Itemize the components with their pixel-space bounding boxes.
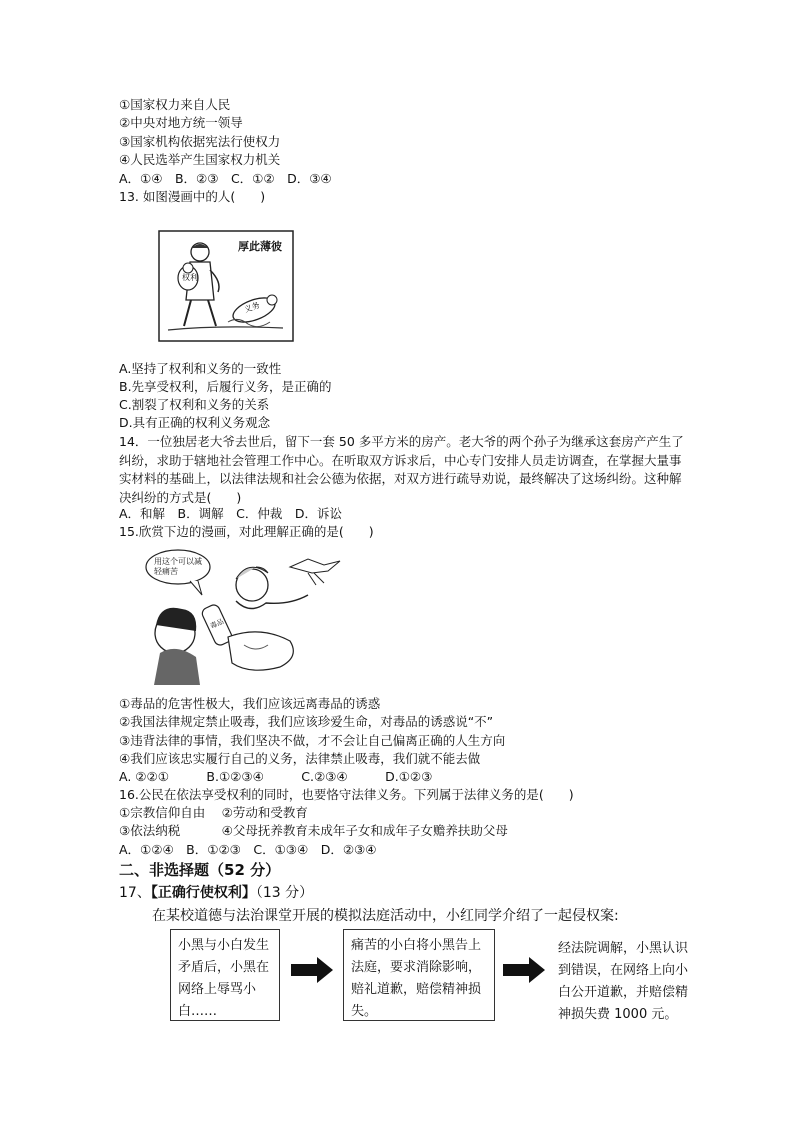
q16-line-2: ③依法纳税 ④父母抚养教育未成年子女和成年子女赡养扶助父母: [119, 823, 508, 838]
q17-number: 17、: [119, 885, 151, 901]
section-2-title: 二、非选择题（52 分）: [119, 861, 281, 879]
right-arrow-icon: [503, 957, 545, 983]
q15-stem: 15.欣赏下边的漫画，对此理解正确的是( ): [119, 524, 374, 539]
q17-heading: [119, 882, 313, 902]
q15-cartoon-bubble: 用这个可以减轻痛苦: [154, 557, 202, 576]
q15-cartoon: [140, 545, 345, 690]
q15-cartoon-drug-label: 毒品: [208, 617, 226, 631]
q17-intro: 在某校道德与法治课堂开展的模拟法庭活动中，小红同学介绍了一起侵权案:: [152, 908, 619, 924]
q13-option-c: C.割裂了权利和义务的关系: [119, 397, 270, 412]
q12-answers: A．①④ B．②③ C．①② D．③④: [119, 171, 332, 186]
q12-option-3: ③国家机构依据宪法行使权力: [119, 134, 281, 149]
q17-case-box-3: 经法院调解，小黑认识到错误，在网络上向小白公开道歉，并赔偿精神损失费 1000 元。: [551, 933, 696, 1025]
q15-option-3: ③违背法律的事情，我们坚决不做，才不会让自己偏离正确的人生方向: [119, 733, 506, 748]
q13-cartoon: [158, 230, 294, 342]
q15-answers: A. ②②① B.①②③④ C.②③④ D.①②③: [119, 769, 433, 784]
q12-option-4: ④人民选举产生国家权力机关: [119, 152, 281, 167]
q17-score: （13 分）: [255, 885, 314, 901]
q15-option-1: ①毒品的危害性极大，我们应该远离毒品的诱惑: [119, 696, 381, 711]
q16-stem: 16.公民在依法享受权利的同时，也要恪守法律义务。下列属于法律义务的是( ): [119, 787, 574, 802]
q15-option-2: ②我国法律规定禁止吸毒，我们应该珍爱生命，对毒品的诱惑说“不”: [119, 714, 494, 729]
q17-case-box-1: 小黑与小白发生矛盾后，小黑在网络上辱骂小白……: [170, 929, 280, 1021]
q13-option-b: B.先享受权利，后履行义务，是正确的: [119, 379, 332, 394]
q13-option-d: D.具有正确的权利义务观念: [119, 415, 271, 430]
q12-option-2: ②中央对地方统一领导: [119, 115, 243, 130]
q17-title: 【正确行使权利】: [150, 885, 256, 901]
q12-option-1: ①国家权力来自人民: [119, 97, 231, 112]
q14-answers: A．和解 B．调解 C．仲裁 D．诉讼: [119, 506, 342, 521]
q13-option-a: A.坚持了权利和义务的一致性: [119, 361, 282, 376]
q15-option-4: ④我们应该忠实履行自己的义务，法律禁止吸毒，我们就不能去做: [119, 751, 481, 766]
q13-stem: 13. 如图漫画中的人( ): [119, 189, 266, 204]
q16-answers: A．①②④ B．①②③ C．①③④ D．②③④: [119, 842, 377, 857]
q16-line-1: ①宗教信仰自由 ②劳动和受教育: [119, 805, 308, 820]
q14-stem: 14．一位独居老大爷去世后，留下一套 50 多平方米的房产。老大爷的两个孙子为继承这套房产产生了纠纷，求助于辖地社会管理工作中心。在听取双方诉求后，中心专门安排人员走访调查，在掌握大量事实材料的基础上，以法律法规和社会公德为依据，对双方进行疏导劝说，最终解决了这场纠纷。这种解决纠纷的方式是( ): [119, 434, 684, 505]
q13-cartoon-right-label: 义务: [242, 300, 262, 315]
q17-case-box-2: 痛苦的小白将小黑告上法庭，要求消除影响，赔礼道歉，赔偿精神损失。: [343, 929, 495, 1021]
q13-cartoon-caption: 厚此薄彼: [238, 240, 282, 253]
right-arrow-icon: [291, 957, 333, 983]
q13-cartoon-left-label: 权利: [182, 273, 198, 282]
